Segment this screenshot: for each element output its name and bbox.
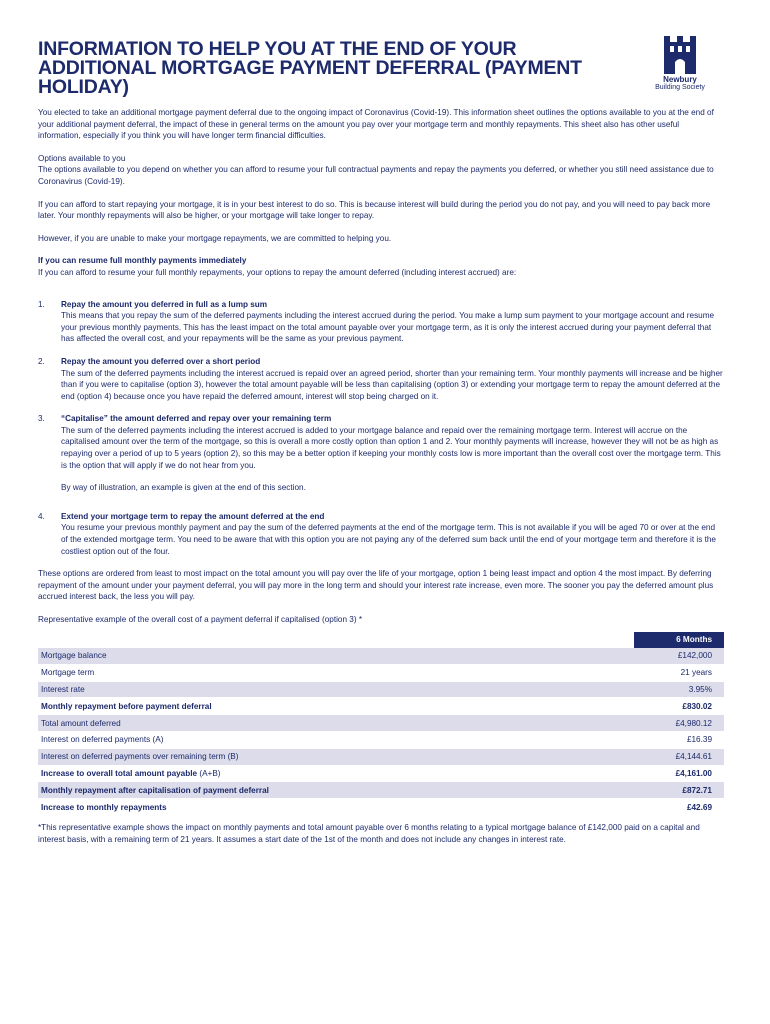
row-label-text: Interest rate	[41, 685, 85, 695]
row-label-text: Increase to overall total amount payable	[41, 769, 198, 779]
options-heading: Options available to you	[38, 153, 126, 163]
table-row-label	[38, 782, 634, 799]
document-body	[38, 40, 724, 845]
table-row-label	[38, 765, 634, 782]
table-row	[38, 681, 724, 698]
option-item	[38, 356, 724, 402]
resume-paragraph: If you can afford to resume your full monthly repayments, your options to repay the amount deferred (including interest accrued) are:	[38, 267, 517, 277]
row-label-text: Monthly repayment before payment deferral	[41, 701, 212, 711]
options-paragraph: The options available to you depend on whether you can afford to resume your full contractual payments and repay the payments you deferred, or whether you still need assistance due to Coronavirus (Covid-19).	[38, 165, 714, 186]
option-heading: “Capitalise” the amount deferred and repay over your remaining term	[61, 414, 332, 424]
table-row-value: 3.95%	[634, 681, 724, 698]
example-caption: Representative example of the overall cost of a payment deferral if capitalised (option 3) *	[38, 615, 363, 624]
option-number: 2.	[38, 356, 45, 366]
table-row	[38, 715, 724, 732]
row-label-text: Mortgage term	[41, 668, 95, 678]
table-row	[38, 799, 724, 816]
logo-sub: Building Society	[655, 84, 705, 91]
table-row-label	[38, 648, 634, 665]
table-row	[38, 664, 724, 681]
table-row-value: £4,980.12	[634, 715, 724, 732]
table-row-label	[38, 698, 634, 715]
table-row	[38, 732, 724, 749]
table-row-label	[38, 664, 634, 681]
page-title: INFORMATION TO HELP YOU AT THE END OF YOUR ADDITIONAL MORTGAGE PAYMENT DEFERRAL (PAYMENT HOLIDAY)	[38, 38, 582, 98]
table-row-value: £16.39	[634, 732, 724, 749]
option-number: 4.	[38, 511, 45, 521]
option-item	[38, 299, 724, 345]
option-heading: Extend your mortgage term to repay the amount deferred at the end	[61, 511, 325, 521]
table-column-header: 6 Months	[634, 632, 724, 648]
option-item	[38, 413, 724, 494]
option-extra: By way of illustration, an example is given at the end of this section.	[61, 483, 306, 493]
option-number: 3.	[38, 414, 45, 424]
footnote: *This representative example shows the impact on monthly payments and total amount payable over 6 months relating to a typical mortgage balance of £142,000 paid on a capital and interest basis, with a remaining term of 21 years. It assumes a start date of the 1st of the month and does not include any changes in interest rate.	[38, 823, 700, 844]
row-label-text: Monthly repayment after capitalisation of payment deferral	[41, 785, 269, 795]
option-item	[38, 511, 724, 557]
intro-paragraph: You elected to take an additional mortgage payment deferral due to the ongoing impact of Coronavirus (Covid-19). This information sheet outlines the options available to you at the end of your additional payment deferral, the impact of these in general terms on the amount you pay over your mortgage term and monthly repayments. This sheet also has other useful information, especially if you think you will have longer term financial difficulties.	[38, 108, 714, 141]
option-body: You resume your previous monthly payment and pay the sum of the deferred payments at the end of the mortgage term. This is not available if you will be aged 70 or over at the end of the extended mortgage term. You need to be aware that with this option you are not paying any of the deferred sum back until the end of your mortgage term and therefore it is the costliest option out of the four.	[61, 523, 716, 556]
table-row-label	[38, 732, 634, 749]
table-row-value: 21 years	[634, 664, 724, 681]
table-row	[38, 648, 724, 665]
option-heading: Repay the amount you deferred over a short period	[61, 356, 261, 366]
option-body: This means that you repay the sum of the deferred payments including the interest accrued during the period. You make a lump sum payment to your mortgage account and resume your previous monthly payments. This has the least impact on the total amount payable over your mortgage term, as it is only the interest accrued during your payment deferral that has affected the overall cost, and your repayments will be the same as your previous payment.	[61, 311, 715, 344]
afford-paragraph: If you can afford to start repaying your mortgage, it is in your best interest to do so. This is because interest will build during the period you do not pay, and you will need to pay back more later. Your monthly repayments will also be higher, or your mortgage will take longer to repay.	[38, 199, 711, 221]
row-label-text: Interest on deferred payments over remaining term (B)	[41, 752, 239, 762]
option-body: The sum of the deferred payments including the interest accrued is added to your mortgage balance and repaid over the remaining mortgage term. Interest will accrue on the capitalised amount over the term of the mortgage, so this is overall a more costly option than option 1 and 2. Your monthly payments will increase, however they will not be as high as repaying over a period of up to 5 years (option 2), so this may be a better option if keeping your monthly costs low is more important than the overall cost over the mortgage term. This is the option that will apply if we do not hear from you.	[61, 425, 721, 470]
table-row-label	[38, 715, 634, 732]
table-row-label	[38, 681, 634, 698]
row-label-text: Mortgage balance	[41, 651, 107, 661]
table-row	[38, 748, 724, 765]
option-heading: Repay the amount you deferred in full as a lump sum	[61, 299, 268, 309]
example-table	[38, 632, 724, 816]
row-label-text: Interest on deferred payments (A)	[41, 735, 164, 745]
ordering-paragraph: These options are ordered from least to most impact on the total amount you will pay over the life of your mortgage, option 1 being least impact and option 4 the most impact. By deferring repayment of the amount under your payment deferral, you will pay more in the long term and should your interest rate increase, even more. The sooner you pay the deferred amount plus accrued interest back, the less you will pay.	[38, 569, 714, 602]
logo-name: Newbury	[663, 75, 697, 84]
row-label-suffix: (A+B)	[197, 769, 221, 779]
table-row	[38, 698, 724, 715]
table-row	[38, 765, 724, 782]
resume-heading: If you can resume full monthly payments immediately	[38, 256, 247, 266]
row-label-text: Increase to monthly repayments	[41, 802, 167, 812]
row-label-text: Total amount deferred	[41, 718, 121, 728]
table-row-value: £4,161.00	[634, 765, 724, 782]
table-corner	[38, 632, 634, 648]
table-row-label	[38, 748, 634, 765]
table-row-label	[38, 799, 634, 816]
table-row-value: £42.69	[634, 799, 724, 816]
table-row-value: £830.02	[634, 698, 724, 715]
unable-paragraph: However, if you are unable to make your mortgage repayments, we are committed to helping you.	[38, 233, 392, 243]
option-body: The sum of the deferred payments including the interest accrued is repaid over an agreed period, shorter than your remaining term. Your monthly payments will increase and be higher than if you were to capitalise (option 3), however the total amount payable will be less than capitalising (option 3) or extending your mortgage term to repay the amount deferred at the end (option 4) because once you have repaid the deferred amount, interest will stop being charged on it.	[61, 368, 723, 401]
table-row-value: £4,144.61	[634, 748, 724, 765]
option-number: 1.	[38, 299, 45, 309]
table-row	[38, 782, 724, 799]
table-row-value: £142,000	[634, 648, 724, 665]
table-row-value: £872.71	[634, 782, 724, 799]
